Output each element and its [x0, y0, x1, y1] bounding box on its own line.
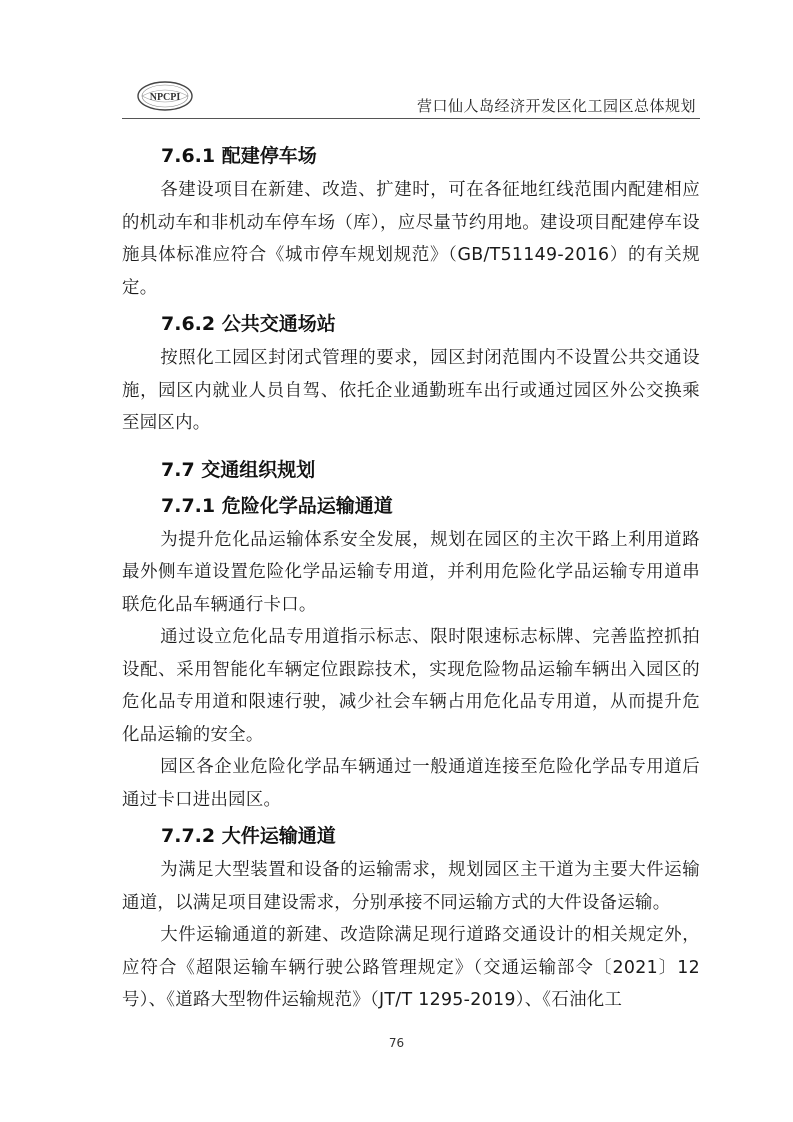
heading-7-6-1: 7.6.1 配建停车场	[161, 145, 317, 167]
paragraph: 园区各企业危险化学品车辆通过一般通道连接至危险化学品专用道后通过卡口进出园区。	[122, 757, 700, 810]
logo-text: NPCPI	[149, 92, 181, 103]
page-header	[122, 72, 700, 120]
npcpi-logo	[136, 80, 194, 112]
document-title: 营口仙人岛经济开发区化工园区总体规划	[416, 97, 696, 115]
page-number: 76	[388, 1036, 405, 1050]
heading-7-7: 7.7 交通组织规划	[161, 458, 316, 481]
paragraph: 各建设项目在新建、改造、扩建时，可在各征地红线范围内配建相应的机动车和非机动车停车场（库），应尽量节约用地。建设项目配建停车设施具体标准应符合《城市停车规划规范》（GB/T51149-2016）的有关规定。	[122, 180, 700, 298]
paragraph: 大件运输通道的新建、改造除满足现行道路交通设计的相关规定外，应符合《超限运输车辆行驶公路管理规定》（交通运输部令〔2021〕12号）、《道路大型物件运输规范》（JT/T 1295-2019）、《石油化工	[122, 925, 700, 1010]
paragraph: 通过设立危化品专用道指示标志、限时限速标志标牌、完善监控抓拍设配、采用智能化车辆定位跟踪技术，实现危险物品运输车辆出入园区的危化品专用道和限速行驶，减少社会车辆占用危化品专用道，从而提升危化品运输的安全。	[122, 627, 700, 745]
heading-7-7-2: 7.7.2 大件运输通道	[161, 825, 336, 847]
page-body	[122, 138, 700, 1017]
paragraph: 为提升危化品运输体系安全发展，规划在园区的主次干路上利用道路最外侧车道设置危险化学品运输专用道，并利用危险化学品运输专用道串联危化品车辆通行卡口。	[122, 529, 700, 615]
heading-7-7-1: 7.7.1 危险化学品运输通道	[161, 494, 393, 517]
paragraph: 为满足大型装置和设备的运输需求，规划园区主干道为主要大件运输通道，以满足项目建设需求，分别承接不同运输方式的大件设备运输。	[122, 860, 700, 913]
paragraph: 按照化工园区封闭式管理的要求，园区封闭范围内不设置公共交通设施，园区内就业人员自驾、依托企业通勤班车出行或通过园区外公交换乘至园区内。	[122, 348, 700, 433]
heading-7-6-2: 7.6.2 公共交通场站	[161, 313, 336, 335]
header-divider	[122, 118, 700, 119]
